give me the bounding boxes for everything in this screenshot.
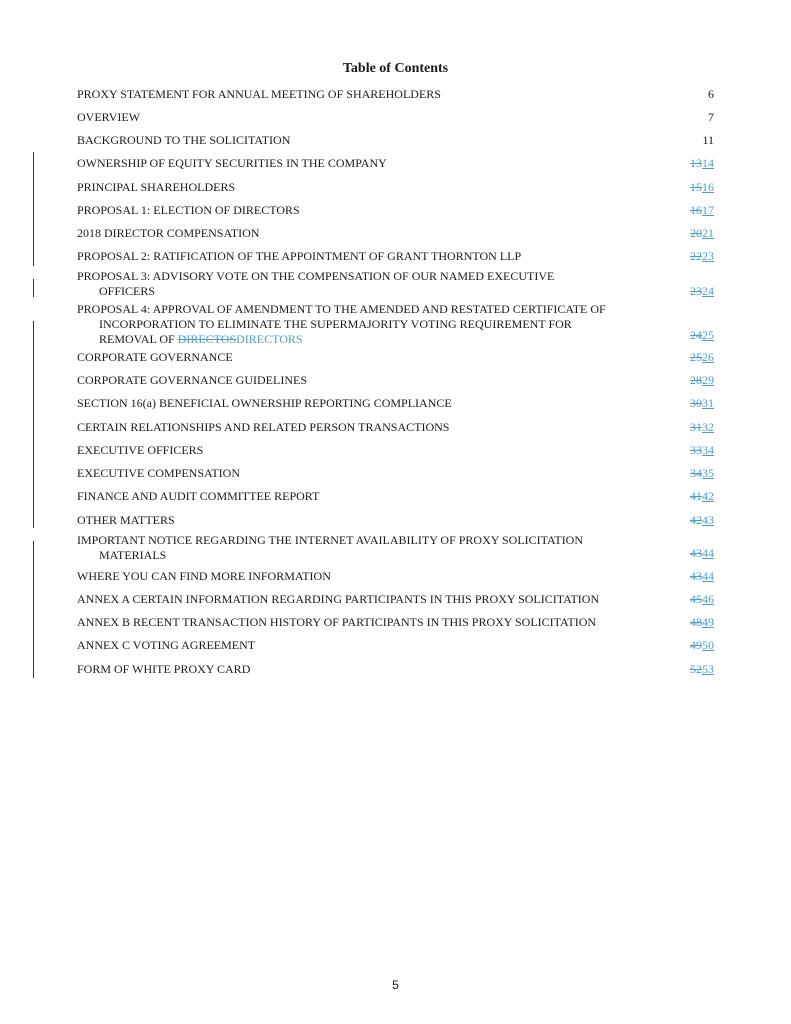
deleted-page-number: 13: [690, 156, 702, 170]
inserted-text: DIRECTORS: [236, 332, 303, 346]
toc-entry[interactable]: [77, 249, 714, 264]
toc-entry-title: ANNEX C VOTING AGREEMENT: [77, 638, 256, 652]
toc-page-number: [690, 489, 714, 504]
toc-entry-title: BACKGROUND TO THE SOLICITATION: [77, 133, 291, 147]
toc-entry-title: SECTION 16(a) BENEFICIAL OWNERSHIP REPORTING COMPLIANCE: [77, 396, 452, 410]
toc-entry[interactable]: [77, 226, 714, 241]
inserted-page-number: 50: [702, 638, 714, 652]
inserted-page-number: 17: [702, 203, 714, 217]
toc-entry[interactable]: [77, 87, 714, 102]
toc-entry[interactable]: [77, 302, 714, 347]
change-bar: [33, 321, 34, 528]
toc-entry-title-continued: INCORPORATION TO ELIMINATE THE SUPERMAJORITY VOTING REQUIREMENT FOR: [99, 317, 572, 331]
toc-entry-title: PROXY STATEMENT FOR ANNUAL MEETING OF SHAREHOLDERS: [77, 87, 441, 101]
toc-entry[interactable]: [77, 350, 714, 365]
deleted-page-number: 31: [690, 420, 702, 434]
toc-entry[interactable]: [77, 156, 714, 171]
toc-entry-title: WHERE YOU CAN FIND MORE INFORMATION: [77, 569, 331, 583]
deleted-page-number: 42: [690, 513, 702, 527]
inserted-page-number: 44: [702, 546, 714, 560]
toc-entry-title: CERTAIN RELATIONSHIPS AND RELATED PERSON TRANSACTIONS: [77, 420, 450, 434]
toc-page-number: [690, 466, 714, 481]
toc-entry-title: IMPORTANT NOTICE REGARDING THE INTERNET AVAILABILITY OF PROXY SOLICITATION: [77, 533, 584, 547]
toc-entry-title: EXECUTIVE COMPENSATION: [77, 466, 240, 480]
page-title: Table of Contents: [342, 61, 449, 76]
toc-entry[interactable]: [77, 203, 714, 218]
inserted-page-number: 25: [702, 328, 714, 342]
toc-page-number: [690, 203, 714, 218]
inserted-page-number: 32: [702, 420, 714, 434]
toc-page-number: [690, 662, 714, 677]
toc-entry[interactable]: [77, 638, 714, 653]
toc-page-number: [690, 443, 714, 458]
toc-entry[interactable]: [77, 533, 714, 563]
toc-entry[interactable]: [77, 269, 714, 299]
change-bar: [33, 541, 34, 678]
toc-entry[interactable]: [77, 110, 714, 125]
toc-entry[interactable]: [77, 513, 714, 528]
inserted-page-number: 23: [702, 249, 714, 263]
toc-page-number: 7: [708, 110, 714, 124]
toc-entry[interactable]: [77, 373, 714, 388]
inserted-page-number: 35: [702, 466, 714, 480]
deleted-page-number: 45: [690, 592, 702, 606]
deleted-page-number: 23: [690, 284, 702, 298]
change-bar: [33, 152, 34, 266]
toc-entry[interactable]: [77, 615, 714, 630]
toc-entry-title: OVERVIEW: [77, 110, 141, 124]
deleted-page-number: 43: [690, 546, 702, 560]
toc-entry[interactable]: [77, 662, 714, 677]
toc-page-number: [690, 328, 714, 343]
deleted-page-number: 41: [690, 489, 702, 503]
toc-page-number: [690, 249, 714, 264]
deleted-page-number: 24: [690, 328, 702, 342]
deleted-page-number: 25: [690, 350, 702, 364]
toc-page-number: [690, 569, 714, 584]
inserted-page-number: 24: [702, 284, 714, 298]
deleted-page-number: 34: [690, 466, 702, 480]
inserted-page-number: 31: [702, 396, 714, 410]
toc-entry[interactable]: [77, 133, 714, 148]
deleted-page-number: 52: [690, 662, 702, 676]
toc-entry-title: FORM OF WHITE PROXY CARD: [77, 662, 251, 676]
toc-page-number: [690, 284, 714, 299]
toc-entry-title: FINANCE AND AUDIT COMMITTEE REPORT: [77, 489, 320, 503]
deleted-page-number: 28: [690, 373, 702, 387]
toc-entry-title-continued: MATERIALS: [99, 548, 167, 562]
toc-entry-title: PROPOSAL 1: ELECTION OF DIRECTORS: [77, 203, 300, 217]
toc-entry-title: PROPOSAL 3: ADVISORY VOTE ON THE COMPENSATION OF OUR NAMED EXECUTIVE: [77, 269, 555, 283]
deleted-page-number: 30: [690, 396, 702, 410]
toc-page-number: [690, 638, 714, 653]
toc-entry[interactable]: [77, 592, 714, 607]
toc-entry-title: ANNEX B RECENT TRANSACTION HISTORY OF PARTICIPANTS IN THIS PROXY SOLICITATION: [77, 615, 597, 629]
toc-page-number: [690, 180, 714, 195]
toc-page-number: [690, 592, 714, 607]
toc-entry-title: 2018 DIRECTOR COMPENSATION: [77, 226, 260, 240]
toc-page-number: [690, 156, 714, 171]
toc-page-number: [690, 615, 714, 630]
toc-entry[interactable]: [77, 420, 714, 435]
toc-entry-title: EXECUTIVE OFFICERS: [77, 443, 204, 457]
toc-entry[interactable]: [77, 180, 714, 195]
toc-page-number: [690, 420, 714, 435]
inserted-page-number: 42: [702, 489, 714, 503]
toc-page-number: [690, 226, 714, 241]
inserted-page-number: 29: [702, 373, 714, 387]
toc-entry-title: CORPORATE GOVERNANCE GUIDELINES: [77, 373, 307, 387]
toc-entry[interactable]: [77, 466, 714, 481]
toc-page-number: [690, 373, 714, 388]
inserted-page-number: 14: [702, 156, 714, 170]
toc-page-number: [690, 350, 714, 365]
toc-entry[interactable]: [77, 489, 714, 504]
deleted-page-number: 49: [690, 638, 702, 652]
inserted-page-number: 34: [702, 443, 714, 457]
inserted-page-number: 46: [702, 592, 714, 606]
inserted-page-number: 44: [702, 569, 714, 583]
deleted-page-number: 15: [690, 180, 702, 194]
toc-page-number: 11: [702, 133, 714, 147]
change-bar: [33, 279, 34, 297]
toc-page-number: [690, 396, 714, 411]
deleted-text: DIRECTOS: [177, 332, 237, 346]
deleted-page-number: 22: [690, 249, 702, 263]
toc-entry-title: PROPOSAL 2: RATIFICATION OF THE APPOINTMENT OF GRANT THORNTON LLP: [77, 249, 522, 263]
inserted-page-number: 26: [702, 350, 714, 364]
deleted-page-number: 20: [690, 226, 702, 240]
toc-entry[interactable]: [77, 569, 714, 584]
toc-entry-title: ANNEX A CERTAIN INFORMATION REGARDING PARTICIPANTS IN THIS PROXY SOLICITATION: [77, 592, 600, 606]
deleted-page-number: 48: [690, 615, 702, 629]
toc-entry-title: CORPORATE GOVERNANCE: [77, 350, 233, 364]
toc-entry-title-continued: OFFICERS: [99, 284, 156, 298]
toc-entry-title: OWNERSHIP OF EQUITY SECURITIES IN THE COMPANY: [77, 156, 387, 170]
toc-entry-title: PRINCIPAL SHAREHOLDERS: [77, 180, 236, 194]
toc-page-number: [690, 546, 714, 561]
deleted-page-number: 43: [690, 569, 702, 583]
toc-entry-title-continued: REMOVAL OF DIRECTOSDIRECTORS: [99, 332, 303, 346]
page-number-footer: 5: [392, 978, 399, 992]
inserted-page-number: 43: [702, 513, 714, 527]
toc-page-number: 6: [708, 87, 714, 101]
toc-entry-title: OTHER MATTERS: [77, 513, 175, 527]
toc-entry-title: PROPOSAL 4: APPROVAL OF AMENDMENT TO THE AMENDED AND RESTATED CERTIFICATE OF: [77, 302, 606, 316]
deleted-page-number: 16: [690, 203, 702, 217]
inserted-page-number: 21: [702, 226, 714, 240]
toc-entry[interactable]: [77, 396, 714, 411]
inserted-page-number: 16: [702, 180, 714, 194]
inserted-page-number: 53: [702, 662, 714, 676]
toc-entry[interactable]: [77, 443, 714, 458]
deleted-page-number: 33: [690, 443, 702, 457]
toc-page-number: [690, 513, 714, 528]
inserted-page-number: 49: [702, 615, 714, 629]
